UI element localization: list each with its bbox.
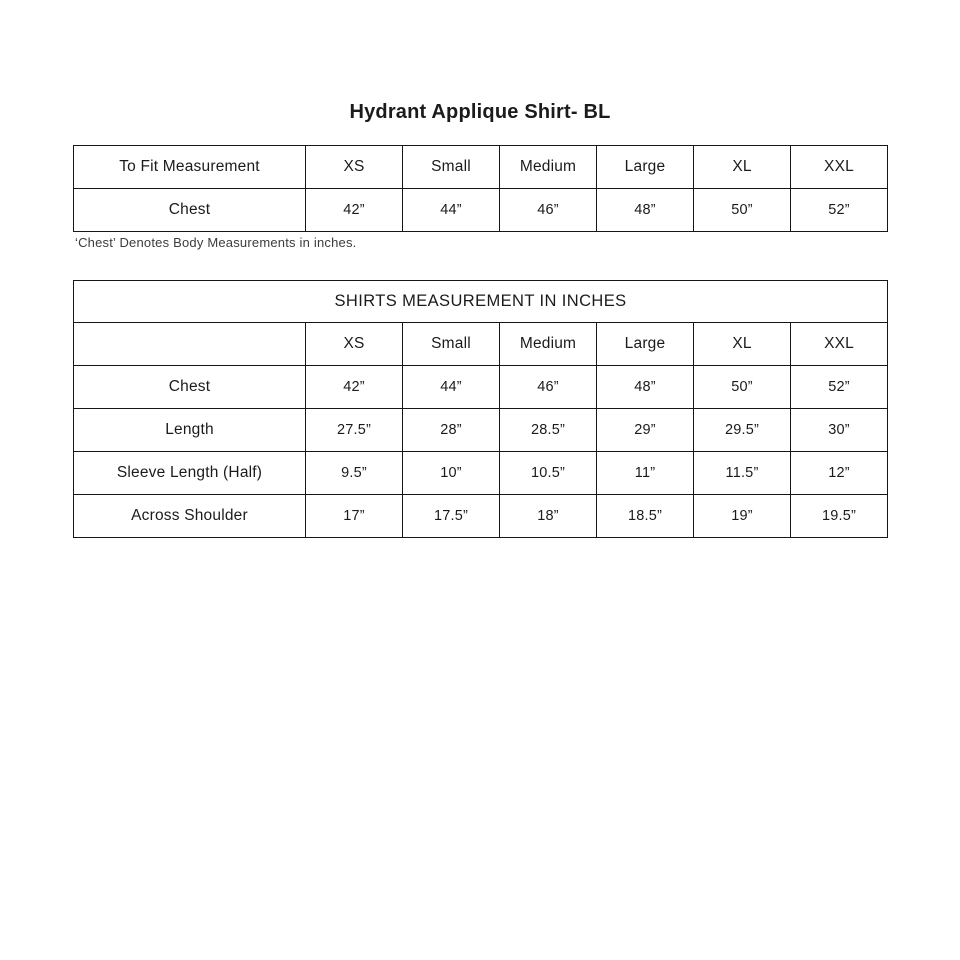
- value-cell: 17”: [306, 495, 403, 538]
- value-cell: 10”: [403, 452, 500, 495]
- size-header-small: Small: [403, 323, 500, 366]
- value-cell: 28”: [403, 409, 500, 452]
- value-cell: 29.5”: [694, 409, 791, 452]
- fit-measurement-table: [73, 145, 888, 232]
- table-row: [74, 366, 888, 409]
- size-header-xs: XS: [306, 323, 403, 366]
- value-cell: 48”: [597, 366, 694, 409]
- size-header-large: Large: [597, 146, 694, 189]
- value-cell: 29”: [597, 409, 694, 452]
- value-cell: 27.5”: [306, 409, 403, 452]
- value-cell: 46”: [500, 189, 597, 232]
- table-row: [74, 189, 888, 232]
- value-cell: 42”: [306, 189, 403, 232]
- table-row: [74, 495, 888, 538]
- row-label-chest: Chest: [74, 366, 306, 409]
- table-row: [74, 323, 888, 366]
- size-header-medium: Medium: [500, 146, 597, 189]
- value-cell: 42”: [306, 366, 403, 409]
- value-cell: 30”: [791, 409, 888, 452]
- chest-note: ‘Chest’ Denotes Body Measurements in inches.: [75, 235, 357, 250]
- size-header-medium: Medium: [500, 323, 597, 366]
- value-cell: 10.5”: [500, 452, 597, 495]
- size-header-small: Small: [403, 146, 500, 189]
- value-cell: 17.5”: [403, 495, 500, 538]
- value-cell: 50”: [694, 189, 791, 232]
- row-label-chest: Chest: [74, 189, 306, 232]
- value-cell: 50”: [694, 366, 791, 409]
- size-header-xxl: XXL: [791, 323, 888, 366]
- size-header-xs: XS: [306, 146, 403, 189]
- value-cell: 28.5”: [500, 409, 597, 452]
- row-label-across-shoulder: Across Shoulder: [74, 495, 306, 538]
- value-cell: 19”: [694, 495, 791, 538]
- value-cell: 11.5”: [694, 452, 791, 495]
- value-cell: 48”: [597, 189, 694, 232]
- value-cell: 44”: [403, 189, 500, 232]
- value-cell: 52”: [791, 366, 888, 409]
- size-header-xxl: XXL: [791, 146, 888, 189]
- value-cell: 9.5”: [306, 452, 403, 495]
- value-cell: 18”: [500, 495, 597, 538]
- table-row: [74, 452, 888, 495]
- table-row: [74, 146, 888, 189]
- size-header-large: Large: [597, 323, 694, 366]
- value-cell: 52”: [791, 189, 888, 232]
- row-label-length: Length: [74, 409, 306, 452]
- value-cell: 44”: [403, 366, 500, 409]
- value-cell: 12”: [791, 452, 888, 495]
- shirts-table-title: SHIRTS MEASUREMENT IN INCHES: [74, 281, 888, 323]
- size-header-xl: XL: [694, 146, 791, 189]
- shirts-measurement-table: [73, 280, 888, 538]
- page-title: Hydrant Applique Shirt- BL: [349, 101, 611, 123]
- value-cell: 18.5”: [597, 495, 694, 538]
- size-header-empty: [74, 323, 306, 366]
- size-header-xl: XL: [694, 323, 791, 366]
- fit-header-label: To Fit Measurement: [74, 146, 306, 189]
- table-row: [74, 409, 888, 452]
- value-cell: 11”: [597, 452, 694, 495]
- value-cell: 19.5”: [791, 495, 888, 538]
- table-row: [74, 281, 888, 323]
- row-label-sleeve-length: Sleeve Length (Half): [74, 452, 306, 495]
- value-cell: 46”: [500, 366, 597, 409]
